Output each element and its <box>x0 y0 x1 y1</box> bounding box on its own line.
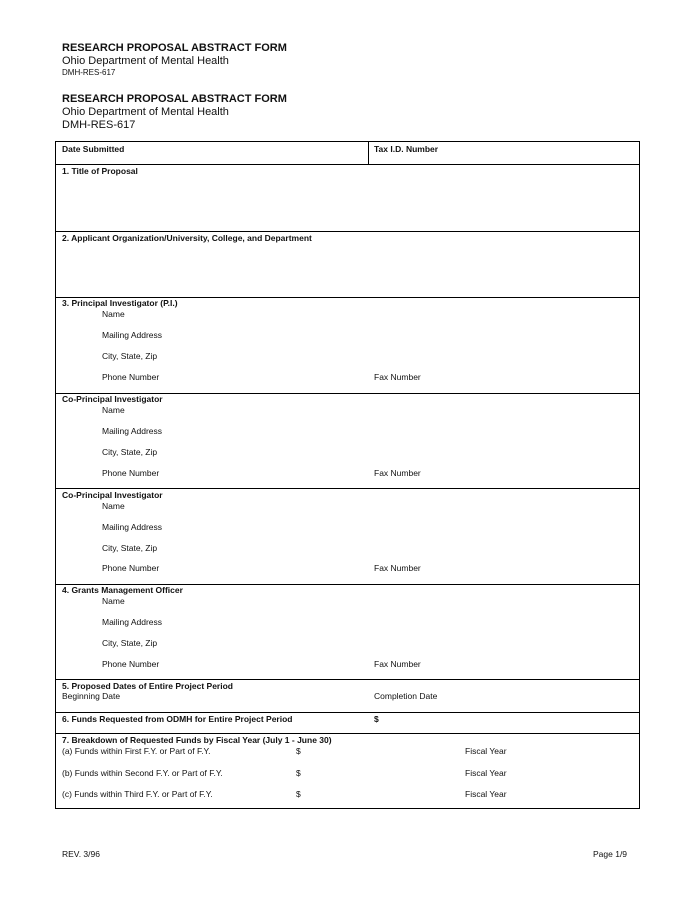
project-dates-label: 5. Proposed Dates of Entire Project Period <box>62 681 233 691</box>
grants-officer-label: 4. Grants Management Officer <box>62 585 183 595</box>
co-pi-2-mailing-label: Mailing Address <box>102 522 163 532</box>
fy3-fiscal-year-label: Fiscal Year <box>465 789 507 799</box>
divider <box>56 488 639 489</box>
pi-fax-label: Fax Number <box>374 372 421 382</box>
fy1-label: (a) Funds within First F.Y. or Part of F.Y. <box>62 746 211 756</box>
fy3-dollar-sign: $ <box>296 789 301 799</box>
revision-footer: REV. 3/96 <box>62 849 100 859</box>
pi-name-label: Name <box>102 309 125 319</box>
co-pi-1-label: Co-Principal Investigator <box>62 394 163 404</box>
form-title: RESEARCH PROPOSAL ABSTRACT FORM <box>62 42 287 54</box>
co-pi-1-fax-label: Fax Number <box>374 468 421 478</box>
beginning-date-label: Beginning Date <box>62 691 121 701</box>
divider <box>56 712 639 713</box>
form-title-repeat: RESEARCH PROPOSAL ABSTRACT FORM <box>62 93 287 105</box>
fy2-label: (b) Funds within Second F.Y. or Part of F.Y. <box>62 768 223 778</box>
gmo-name-label: Name <box>102 596 125 606</box>
funds-dollar-sign: $ <box>374 714 379 724</box>
gmo-city-label: City, State, Zip <box>102 638 158 648</box>
divider <box>56 733 639 734</box>
co-pi-2-name-label: Name <box>102 501 125 511</box>
department-name-repeat: Ohio Department of Mental Health <box>62 106 229 118</box>
form-code-repeat: DMH-RES-617 <box>62 119 136 131</box>
department-name: Ohio Department of Mental Health <box>62 55 229 67</box>
title-of-proposal-label: 1. Title of Proposal <box>62 166 138 176</box>
form-code: DMH-RES-617 <box>62 68 116 77</box>
pi-phone-label: Phone Number <box>102 372 160 382</box>
gmo-phone-label: Phone Number <box>102 659 160 669</box>
divider <box>56 164 639 165</box>
tax-id-label: Tax I.D. Number <box>374 144 439 154</box>
gmo-fax-label: Fax Number <box>374 659 421 669</box>
applicant-organization-label: 2. Applicant Organization/University, College, and Department <box>62 233 312 243</box>
divider <box>56 231 639 232</box>
fy2-fiscal-year-label: Fiscal Year <box>465 768 507 778</box>
divider <box>56 679 639 680</box>
funds-requested-label: 6. Funds Requested from ODMH for Entire Project Period <box>62 714 293 724</box>
page-number: Page 1/9 <box>593 849 628 859</box>
co-pi-2-phone-label: Phone Number <box>102 563 160 573</box>
pi-mailing-address-label: Mailing Address <box>102 330 163 340</box>
co-pi-1-phone-label: Phone Number <box>102 468 160 478</box>
fy1-dollar-sign: $ <box>296 746 301 756</box>
date-submitted-label: Date Submitted <box>62 144 125 154</box>
gmo-mailing-label: Mailing Address <box>102 617 163 627</box>
funds-breakdown-label: 7. Breakdown of Requested Funds by Fiscal Year (July 1 - June 30) <box>62 735 332 745</box>
co-pi-2-label: Co-Principal Investigator <box>62 490 163 500</box>
pi-city-state-zip-label: City, State, Zip <box>102 351 158 361</box>
column-divider <box>368 142 369 164</box>
co-pi-2-city-label: City, State, Zip <box>102 543 158 553</box>
fy1-fiscal-year-label: Fiscal Year <box>465 746 507 756</box>
co-pi-1-city-label: City, State, Zip <box>102 447 158 457</box>
principal-investigator-label: 3. Principal Investigator (P.I.) <box>62 298 178 308</box>
abstract-form <box>55 141 640 809</box>
co-pi-1-name-label: Name <box>102 405 125 415</box>
completion-date-label: Completion Date <box>374 691 438 701</box>
fy2-dollar-sign: $ <box>296 768 301 778</box>
co-pi-1-mailing-label: Mailing Address <box>102 426 163 436</box>
fy3-label: (c) Funds within Third F.Y. or Part of F.Y. <box>62 789 213 799</box>
co-pi-2-fax-label: Fax Number <box>374 563 421 573</box>
